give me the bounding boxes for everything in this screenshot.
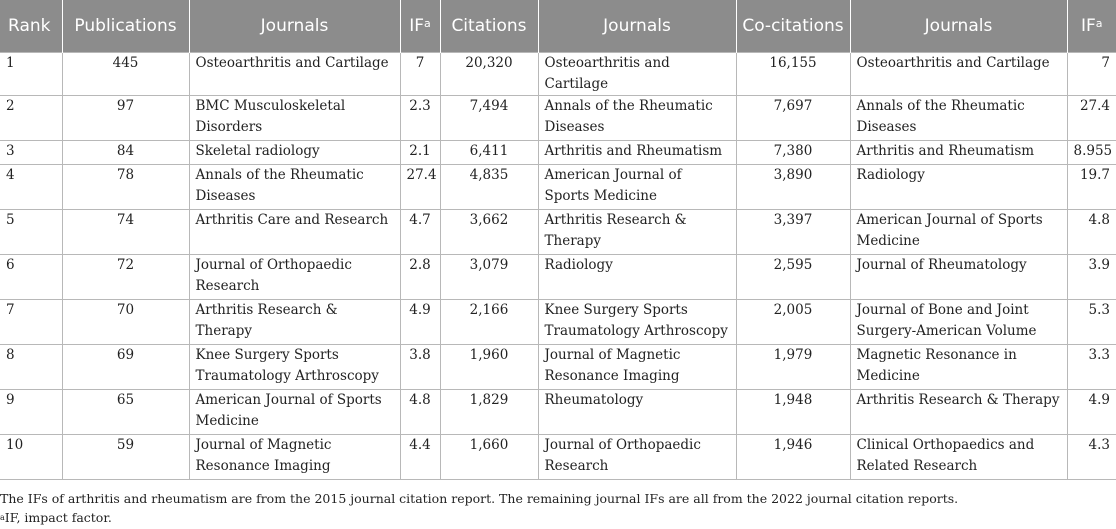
cocitations-cell: 1,946 — [736, 435, 850, 480]
footnote-text: IF, impact factor. — [4, 510, 112, 525]
citations-cell: 1,660 — [440, 435, 538, 480]
if-label: IF — [1080, 16, 1096, 36]
cocitations-cell: 3,890 — [736, 165, 850, 210]
citations-cell: 1,829 — [440, 390, 538, 435]
if-cell: 7 — [400, 53, 440, 96]
rank-cell: 6 — [0, 255, 62, 300]
journal-cell: Magnetic Resonance in Medicine — [850, 345, 1067, 390]
if-cell: 4.8 — [1067, 210, 1116, 255]
journal-cell: Radiology — [538, 255, 736, 300]
if-cell: 19.7 — [1067, 165, 1116, 210]
rank-cell: 7 — [0, 300, 62, 345]
citations-cell: 2,166 — [440, 300, 538, 345]
citations-cell: 1,960 — [440, 345, 538, 390]
rank-cell: 1 — [0, 53, 62, 96]
rank-cell: 4 — [0, 165, 62, 210]
journal-cell: American Journal of Sports Medicine — [538, 165, 736, 210]
table-footnotes — [0, 489, 1116, 527]
journal-cell: Osteoarthritis and Cartilage — [538, 53, 736, 96]
table-row — [0, 435, 1116, 480]
if-cell: 2.1 — [400, 141, 440, 165]
citations-cell: 20,320 — [440, 53, 538, 96]
rank-cell: 8 — [0, 345, 62, 390]
header-journals-publications: Journals — [189, 0, 400, 53]
header-journals-citations: Journals — [538, 0, 736, 53]
publications-cell: 74 — [62, 210, 189, 255]
journal-cell: Skeletal radiology — [189, 141, 400, 165]
citations-cell: 4,835 — [440, 165, 538, 210]
table-row — [0, 390, 1116, 435]
journal-cell: Clinical Orthopaedics and Related Research — [850, 435, 1067, 480]
journal-cell: Journal of Orthopaedic Research — [189, 255, 400, 300]
journal-cell: Journal of Magnetic Resonance Imaging — [189, 435, 400, 480]
journal-cell: Rheumatology — [538, 390, 736, 435]
header-if-publications — [400, 0, 440, 53]
table-row — [0, 165, 1116, 210]
cocitations-cell: 16,155 — [736, 53, 850, 96]
journal-cell: Journal of Orthopaedic Research — [538, 435, 736, 480]
if-cell: 5.3 — [1067, 300, 1116, 345]
journal-cell: BMC Musculoskeletal Disorders — [189, 96, 400, 141]
rank-cell: 5 — [0, 210, 62, 255]
cocitations-cell: 1,948 — [736, 390, 850, 435]
header-rank: Rank — [0, 0, 62, 53]
citations-cell: 7,494 — [440, 96, 538, 141]
publications-cell: 445 — [62, 53, 189, 96]
citations-cell: 3,079 — [440, 255, 538, 300]
if-cell: 4.8 — [400, 390, 440, 435]
if-cell: 8.955 — [1067, 141, 1116, 165]
publications-cell: 70 — [62, 300, 189, 345]
if-cell: 27.4 — [400, 165, 440, 210]
journal-cell: Journal of Magnetic Resonance Imaging — [538, 345, 736, 390]
if-cell: 3.8 — [400, 345, 440, 390]
rank-cell: 10 — [0, 435, 62, 480]
table-row — [0, 345, 1116, 390]
if-cell: 3.9 — [1067, 255, 1116, 300]
cocitations-cell: 1,979 — [736, 345, 850, 390]
footnote-marker: a — [0, 513, 5, 522]
footnote-if-definition — [0, 508, 1116, 527]
if-cell: 4.3 — [1067, 435, 1116, 480]
if-cell: 2.3 — [400, 96, 440, 141]
if-footnote-marker: a — [424, 17, 431, 30]
journal-cell: American Journal of Sports Medicine — [850, 210, 1067, 255]
journal-cell: Annals of the Rheumatic Diseases — [189, 165, 400, 210]
publications-cell: 78 — [62, 165, 189, 210]
if-cell: 4.9 — [1067, 390, 1116, 435]
header-journals-cocitations: Journals — [850, 0, 1067, 53]
citations-cell: 3,662 — [440, 210, 538, 255]
publications-cell: 59 — [62, 435, 189, 480]
journal-cell: Arthritis Research & Therapy — [189, 300, 400, 345]
journal-cell: Journal of Bone and Joint Surgery-American Volume — [850, 300, 1067, 345]
journal-cell: American Journal of Sports Medicine — [189, 390, 400, 435]
cocitations-cell: 3,397 — [736, 210, 850, 255]
journal-cell: Arthritis Research & Therapy — [850, 390, 1067, 435]
cocitations-cell: 7,697 — [736, 96, 850, 141]
journal-cell: Arthritis Care and Research — [189, 210, 400, 255]
journal-cell: Journal of Rheumatology — [850, 255, 1067, 300]
header-publications: Publications — [62, 0, 189, 53]
if-cell: 4.9 — [400, 300, 440, 345]
if-cell: 4.4 — [400, 435, 440, 480]
publications-cell: 84 — [62, 141, 189, 165]
table-row — [0, 210, 1116, 255]
header-cocitations: Co-citations — [736, 0, 850, 53]
cocitations-cell: 2,005 — [736, 300, 850, 345]
if-cell: 7 — [1067, 53, 1116, 96]
journal-cell: Knee Surgery Sports Traumatology Arthroscopy — [189, 345, 400, 390]
publications-cell: 65 — [62, 390, 189, 435]
header-if-cocitations — [1067, 0, 1116, 53]
header-row — [0, 0, 1116, 53]
table-row — [0, 300, 1116, 345]
cocitations-cell: 2,595 — [736, 255, 850, 300]
journal-cell: Osteoarthritis and Cartilage — [189, 53, 400, 96]
if-cell: 4.7 — [400, 210, 440, 255]
journal-cell: Osteoarthritis and Cartilage — [850, 53, 1067, 96]
journal-cell: Arthritis Research & Therapy — [538, 210, 736, 255]
rank-cell: 9 — [0, 390, 62, 435]
journal-cell: Arthritis and Rheumatism — [850, 141, 1067, 165]
citations-cell: 6,411 — [440, 141, 538, 165]
table-row — [0, 255, 1116, 300]
footnote-if-source: The IFs of arthritis and rheumatism are from the 2015 journal citation report. The remaining journal IFs are all from the 2022 journal citation reports. — [0, 491, 959, 506]
table-row — [0, 53, 1116, 96]
rank-cell: 3 — [0, 141, 62, 165]
rank-cell: 2 — [0, 96, 62, 141]
table-row — [0, 96, 1116, 141]
cocitations-cell: 7,380 — [736, 141, 850, 165]
journal-cell: Radiology — [850, 165, 1067, 210]
publications-cell: 72 — [62, 255, 189, 300]
journal-cell: Annals of the Rheumatic Diseases — [538, 96, 736, 141]
if-footnote-marker: a — [1095, 17, 1103, 30]
journal-cell: Knee Surgery Sports Traumatology Arthroscopy — [538, 300, 736, 345]
journal-cell: Arthritis and Rheumatism — [538, 141, 736, 165]
header-citations: Citations — [440, 0, 538, 53]
if-cell: 2.8 — [400, 255, 440, 300]
publications-cell: 69 — [62, 345, 189, 390]
if-label: IF — [409, 16, 425, 36]
journal-cell: Annals of the Rheumatic Diseases — [850, 96, 1067, 141]
if-cell: 27.4 — [1067, 96, 1116, 141]
if-cell: 3.3 — [1067, 345, 1116, 390]
publications-cell: 97 — [62, 96, 189, 141]
table-row — [0, 141, 1116, 165]
